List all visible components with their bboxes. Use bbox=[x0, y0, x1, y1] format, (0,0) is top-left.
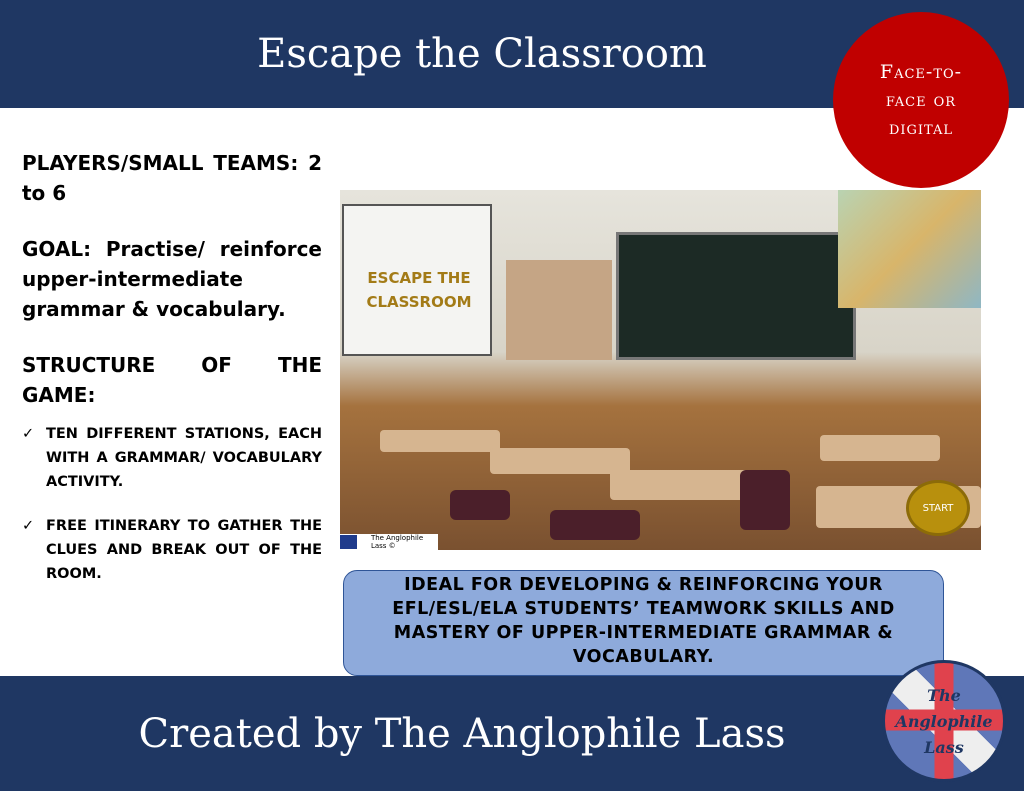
wall-map bbox=[838, 190, 981, 308]
start-button: START bbox=[906, 480, 970, 536]
logo-line: Lass bbox=[924, 738, 964, 757]
classroom-preview-image bbox=[340, 190, 981, 550]
footer-text: Created by The Anglophile Lass bbox=[138, 710, 786, 757]
info-box: IDEAL FOR DEVELOPING & REINFORCING YOUR EFL/ESL/ELA STUDENTS’ TEAMWORK SKILLS AND MASTERY OF UPPER-INTERMEDIATE GRAMMAR & VOCABULARY. bbox=[343, 570, 944, 676]
logo-line: The bbox=[927, 686, 961, 705]
projector-screen bbox=[342, 204, 492, 356]
list-item: ✓ TEN DIFFERENT STATIONS, EACH WITH A GRAMMAR/ VOCABULARY ACTIVITY. bbox=[22, 422, 322, 494]
logo-line: Anglophile bbox=[895, 712, 993, 731]
chair bbox=[740, 470, 790, 530]
screen-title: ESCAPE THE CLASSROOM bbox=[366, 269, 472, 311]
structure-list bbox=[22, 422, 322, 586]
format-badge: Face-to-face or digital bbox=[833, 12, 1009, 188]
game-details bbox=[22, 148, 322, 606]
uk-flag-icon bbox=[340, 535, 357, 549]
preview-credit: The Anglophile Lass © bbox=[340, 534, 438, 550]
list-item: ✓ FREE ITINERARY TO GATHER THE CLUES AND BREAK OUT OF THE ROOM. bbox=[22, 514, 322, 586]
desk bbox=[490, 448, 630, 474]
chalkboard bbox=[616, 232, 856, 360]
footer-banner bbox=[0, 676, 1024, 791]
desk bbox=[380, 430, 500, 452]
page-title: Escape the Classroom bbox=[257, 31, 707, 77]
chair bbox=[550, 510, 640, 540]
structure-heading: STRUCTURE OF THE GAME: bbox=[22, 353, 322, 407]
players-text: PLAYERS/SMALL TEAMS: 2 to 6 bbox=[22, 151, 322, 205]
desk bbox=[820, 435, 940, 461]
brand-logo bbox=[882, 660, 1006, 782]
corkboard bbox=[506, 260, 612, 360]
goal-text: GOAL: Practise/ reinforce upper-intermediate grammar & vocabulary. bbox=[22, 237, 322, 321]
chair bbox=[450, 490, 510, 520]
